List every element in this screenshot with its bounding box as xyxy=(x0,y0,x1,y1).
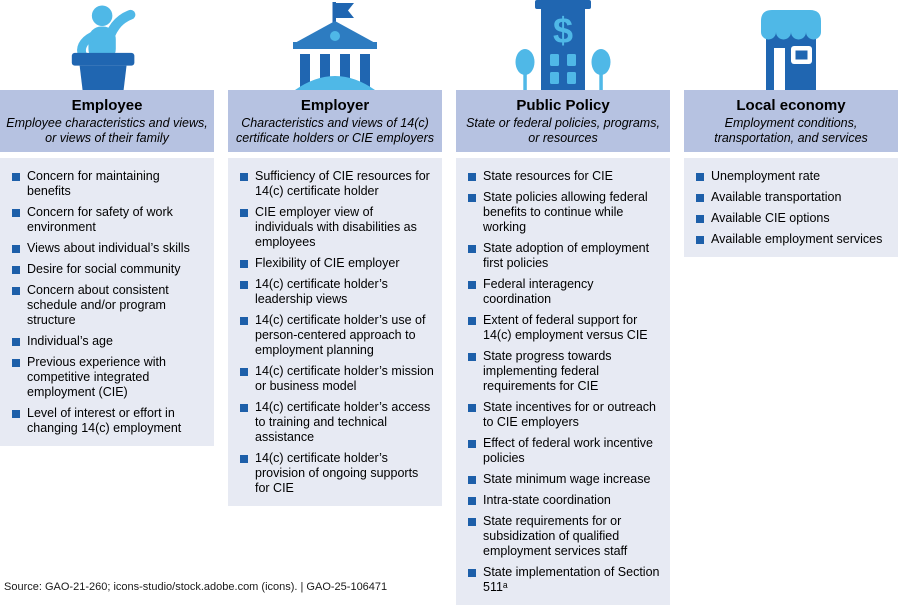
factor-item xyxy=(12,406,206,436)
factor-text: Sufficiency of CIE resources for 14(c) certificate holder xyxy=(255,169,430,198)
column-subtitle: Characteristics and views of 14(c) certificate holders or CIE employers xyxy=(236,116,434,145)
square-bullet-icon xyxy=(696,173,704,181)
svg-text:$: $ xyxy=(552,10,574,51)
square-bullet-icon xyxy=(240,455,248,463)
square-bullet-icon xyxy=(12,338,20,346)
square-bullet-icon xyxy=(696,236,704,244)
podium-speaker-icon xyxy=(58,4,156,90)
factor-item xyxy=(468,349,662,394)
square-bullet-icon xyxy=(696,215,704,223)
square-bullet-icon xyxy=(12,287,20,295)
factor-item xyxy=(696,190,890,205)
factor-item xyxy=(12,334,206,349)
square-bullet-icon xyxy=(696,194,704,202)
factor-item xyxy=(12,241,206,256)
factor-text: State implementation of Section 511ᵃ xyxy=(483,565,660,594)
column-title: Local economy xyxy=(736,97,846,114)
factor-item xyxy=(240,277,434,307)
factor-item xyxy=(12,262,206,277)
column-title: Public Policy xyxy=(516,97,610,114)
factor-text: 14(c) certificate holder’s access to training and technical assistance xyxy=(255,400,431,444)
source-note: Source: GAO-21-260; icons-studio/stock.adobe.com (icons). | GAO-25-106471 xyxy=(4,581,388,593)
square-bullet-icon xyxy=(12,266,20,274)
factor-text: 14(c) certificate holder’s provision of ongoing supports for CIE xyxy=(255,451,419,495)
factor-list xyxy=(240,169,434,496)
factor-panel xyxy=(228,158,442,506)
factor-item xyxy=(240,313,434,358)
factor-text: Views about individual’s skills xyxy=(27,241,190,255)
factor-text: Intra-state coordination xyxy=(483,493,611,507)
factor-item xyxy=(12,283,206,328)
column-employee xyxy=(0,0,214,446)
factor-panel xyxy=(0,158,214,446)
factor-item xyxy=(468,313,662,343)
square-bullet-icon xyxy=(240,209,248,217)
square-bullet-icon xyxy=(468,404,476,412)
factor-panel xyxy=(456,158,670,605)
factor-text: State requirements for or subsidization of qualified employment services staff xyxy=(483,514,628,558)
factor-text: Flexibility of CIE employer xyxy=(255,256,400,270)
column-subtitle: Employee characteristics and views, or views of their family xyxy=(6,116,208,145)
square-bullet-icon xyxy=(468,497,476,505)
factor-item xyxy=(240,400,434,445)
column-subtitle: State or federal policies, programs, or resources xyxy=(466,116,660,145)
column-public-policy xyxy=(456,0,670,605)
square-bullet-icon xyxy=(12,245,20,253)
factor-item xyxy=(240,451,434,496)
factor-item xyxy=(468,436,662,466)
factor-text: 14(c) certificate holder’s use of person-centered approach to employment planning xyxy=(255,313,426,357)
square-bullet-icon xyxy=(468,353,476,361)
factor-text: Available CIE options xyxy=(711,211,830,225)
factor-text: State adoption of employment first policies xyxy=(483,241,650,270)
factor-text: Concern for safety of work environment xyxy=(27,205,173,234)
factor-item xyxy=(240,169,434,199)
square-bullet-icon xyxy=(468,281,476,289)
policy-building-icon xyxy=(511,0,615,90)
column-icon-area xyxy=(684,0,898,90)
factor-item xyxy=(12,355,206,400)
factor-text: CIE employer view of individuals with disabilities as employees xyxy=(255,205,417,249)
factor-item xyxy=(468,400,662,430)
factor-item xyxy=(12,169,206,199)
factor-item xyxy=(240,256,434,271)
factor-panel xyxy=(684,158,898,257)
square-bullet-icon xyxy=(468,518,476,526)
square-bullet-icon xyxy=(240,404,248,412)
factor-item xyxy=(696,232,890,247)
factor-text: Previous experience with competitive integrated employment (CIE) xyxy=(27,355,166,399)
column-header-band xyxy=(684,90,898,152)
square-bullet-icon xyxy=(240,317,248,325)
square-bullet-icon xyxy=(468,173,476,181)
column-header-band xyxy=(456,90,670,152)
factor-item xyxy=(468,565,662,595)
square-bullet-icon xyxy=(468,245,476,253)
square-bullet-icon xyxy=(468,194,476,202)
factor-item xyxy=(468,169,662,184)
factor-text: State policies allowing federal benefits to continue while working xyxy=(483,190,648,234)
factor-list xyxy=(468,169,662,595)
storefront-icon xyxy=(741,4,841,90)
factor-text: Unemployment rate xyxy=(711,169,821,183)
factor-text: 14(c) certificate holder’s mission or business model xyxy=(255,364,434,393)
factor-text: State incentives for or outreach to CIE employers xyxy=(483,400,657,429)
factor-text: Extent of federal support for 14(c) employment versus CIE xyxy=(483,313,648,342)
square-bullet-icon xyxy=(12,209,20,217)
factor-list xyxy=(12,169,206,436)
square-bullet-icon xyxy=(468,476,476,484)
factor-item xyxy=(696,211,890,226)
factor-item xyxy=(12,205,206,235)
factor-item xyxy=(240,364,434,394)
column-title: Employee xyxy=(71,97,143,114)
factor-text: Available transportation xyxy=(711,190,842,204)
square-bullet-icon xyxy=(468,440,476,448)
square-bullet-icon xyxy=(240,368,248,376)
column-title: Employer xyxy=(300,97,370,114)
factor-text: Individual’s age xyxy=(27,334,113,348)
square-bullet-icon xyxy=(12,359,20,367)
column-header-band xyxy=(228,90,442,152)
factor-item xyxy=(240,205,434,250)
factor-item xyxy=(468,493,662,508)
square-bullet-icon xyxy=(240,281,248,289)
factor-text: Federal interagency coordination xyxy=(483,277,594,306)
column-icon-area xyxy=(228,0,442,90)
column-icon-area xyxy=(456,0,670,90)
square-bullet-icon xyxy=(240,173,248,181)
factor-text: State resources for CIE xyxy=(483,169,613,183)
factor-text: State progress towards implementing federal requirements for CIE xyxy=(483,349,612,393)
factor-text: Level of interest or effort in changing 14(c) employment xyxy=(27,406,182,435)
factor-text: Concern about consistent schedule and/or program structure xyxy=(27,283,169,327)
factor-item xyxy=(468,190,662,235)
column-icon-area xyxy=(0,0,214,90)
factor-item xyxy=(468,241,662,271)
factor-item xyxy=(696,169,890,184)
government-building-icon xyxy=(283,2,387,90)
square-bullet-icon xyxy=(468,569,476,577)
factor-item xyxy=(468,277,662,307)
factor-text: State minimum wage increase xyxy=(483,472,651,486)
column-local-economy xyxy=(684,0,898,257)
square-bullet-icon xyxy=(12,410,20,418)
column-employer xyxy=(228,0,442,506)
factor-text: Effect of federal work incentive policies xyxy=(483,436,653,465)
factor-text: 14(c) certificate holder’s leadership views xyxy=(255,277,388,306)
square-bullet-icon xyxy=(12,173,20,181)
factor-text: Desire for social community xyxy=(27,262,181,276)
factor-text: Concern for maintaining benefits xyxy=(27,169,160,198)
factor-item xyxy=(468,472,662,487)
column-header-band xyxy=(0,90,214,152)
factor-text: Available employment services xyxy=(711,232,883,246)
column-subtitle: Employment conditions, transportation, and services xyxy=(714,116,868,145)
square-bullet-icon xyxy=(240,260,248,268)
factor-item xyxy=(468,514,662,559)
square-bullet-icon xyxy=(468,317,476,325)
factor-list xyxy=(696,169,890,247)
